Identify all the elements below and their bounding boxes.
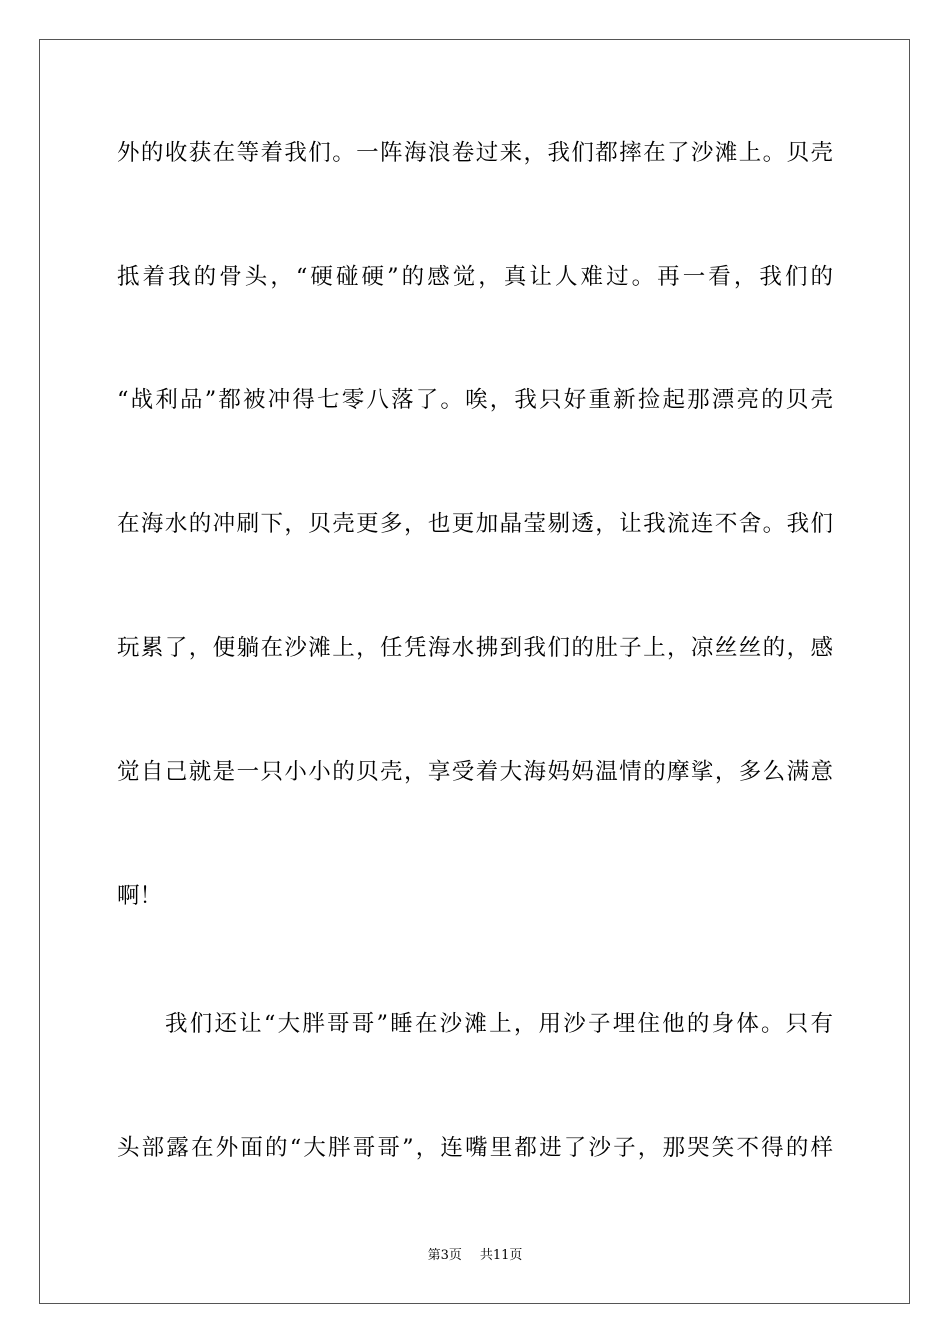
- page-frame: [39, 39, 910, 1304]
- page-total: 共11页: [479, 1248, 523, 1263]
- page-footer: [0, 1247, 950, 1265]
- text-line: 在海水的冲刷下，贝壳更多，也更加晶莹剔透，让我流连不舍。我们: [117, 511, 833, 537]
- paragraph-first-line: 我们还让“大胖哥哥”睡在沙滩上，用沙子埋住他的身体。只有: [165, 1011, 833, 1037]
- text-line: 外的收获在等着我们。一阵海浪卷过来，我们都摔在了沙滩上。贝壳: [117, 140, 833, 166]
- text-line: 抵着我的骨头，“硬碰硬”的感觉，真让人难过。再一看，我们的: [117, 264, 833, 290]
- text-line: 头部露在外面的“大胖哥哥”，连嘴里都进了沙子，那哭笑不得的样: [117, 1135, 833, 1161]
- text-line: “战利品”都被冲得七零八落了。唉，我只好重新捡起那漂亮的贝壳: [117, 387, 833, 413]
- page-number: 第3页: [427, 1248, 462, 1263]
- text-line: 玩累了，便躺在沙滩上，任凭海水拂到我们的肚子上，凉丝丝的，感: [117, 635, 833, 661]
- text-line: 觉自己就是一只小小的贝壳，享受着大海妈妈温情的摩挲，多么满意: [117, 759, 833, 785]
- text-line: 啊！: [117, 883, 163, 909]
